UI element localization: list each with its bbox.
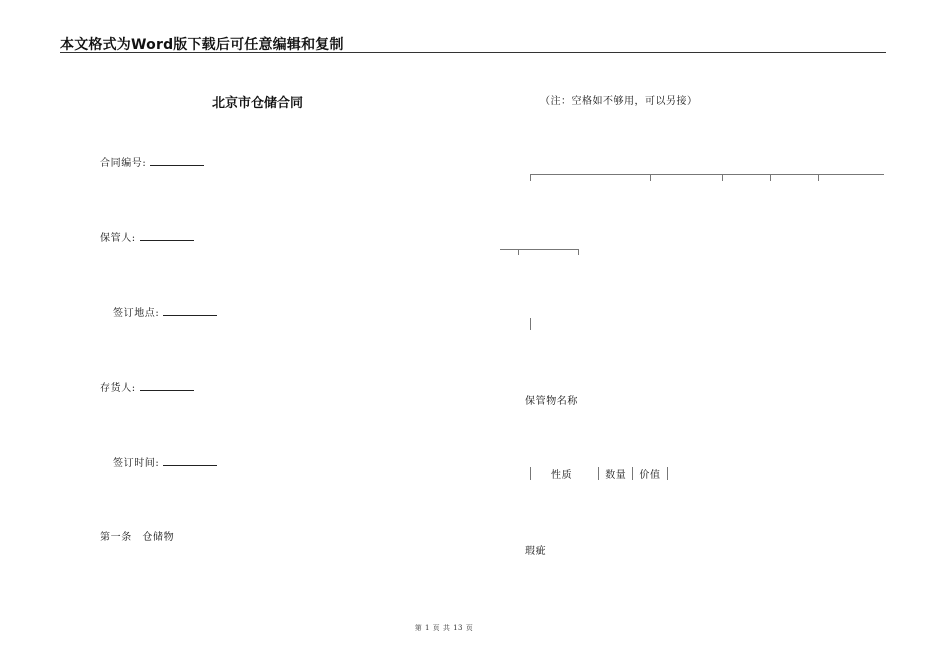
table-tick bbox=[578, 249, 579, 255]
sign-time-blank[interactable] bbox=[163, 455, 217, 466]
sign-time-label: 签订时间: bbox=[113, 458, 160, 469]
table-header-row bbox=[530, 466, 668, 481]
document-title: 北京市仓储合同 bbox=[212, 96, 304, 111]
table-tick bbox=[650, 174, 651, 181]
depositor-label: 存货人: bbox=[100, 383, 136, 394]
sign-place-field bbox=[113, 304, 217, 319]
table-tick bbox=[722, 174, 723, 181]
contract-number-label: 合同编号: bbox=[100, 158, 147, 169]
page-footer: 第 1 页 共 13 页 bbox=[414, 624, 474, 632]
nature-header: 性质 bbox=[551, 470, 573, 481]
table-tick bbox=[770, 174, 771, 181]
item-name-label: 保管物名称 bbox=[525, 396, 578, 407]
banner-divider bbox=[60, 52, 886, 53]
contract-number-blank[interactable] bbox=[150, 155, 204, 166]
sign-time-field bbox=[113, 454, 217, 469]
depositor-field bbox=[100, 379, 194, 394]
quantity-header: 数量 bbox=[605, 470, 627, 481]
custodian-label: 保管人: bbox=[100, 233, 136, 244]
sign-place-blank[interactable] bbox=[163, 305, 217, 316]
custodian-blank[interactable] bbox=[140, 230, 194, 241]
contract-number-field bbox=[100, 154, 204, 169]
table-fragment-border bbox=[500, 249, 578, 250]
table-left-border bbox=[530, 318, 531, 330]
column-separator bbox=[667, 467, 668, 480]
custodian-field bbox=[100, 229, 194, 244]
table-tick bbox=[530, 174, 531, 181]
table-top-border bbox=[530, 174, 884, 175]
space-note: （注：空格如不够用，可以另接） bbox=[540, 96, 698, 107]
article-1-heading: 第一条 仓储物 bbox=[100, 532, 175, 543]
table-tick bbox=[518, 249, 519, 255]
value-header: 价值 bbox=[639, 470, 661, 481]
sign-place-label: 签订地点: bbox=[113, 308, 160, 319]
document-banner: 本文格式为Word版下载后可任意编辑和复制 bbox=[60, 37, 344, 53]
depositor-blank[interactable] bbox=[140, 380, 194, 391]
defect-label: 瑕疵 bbox=[525, 546, 547, 557]
table-tick bbox=[818, 174, 819, 181]
